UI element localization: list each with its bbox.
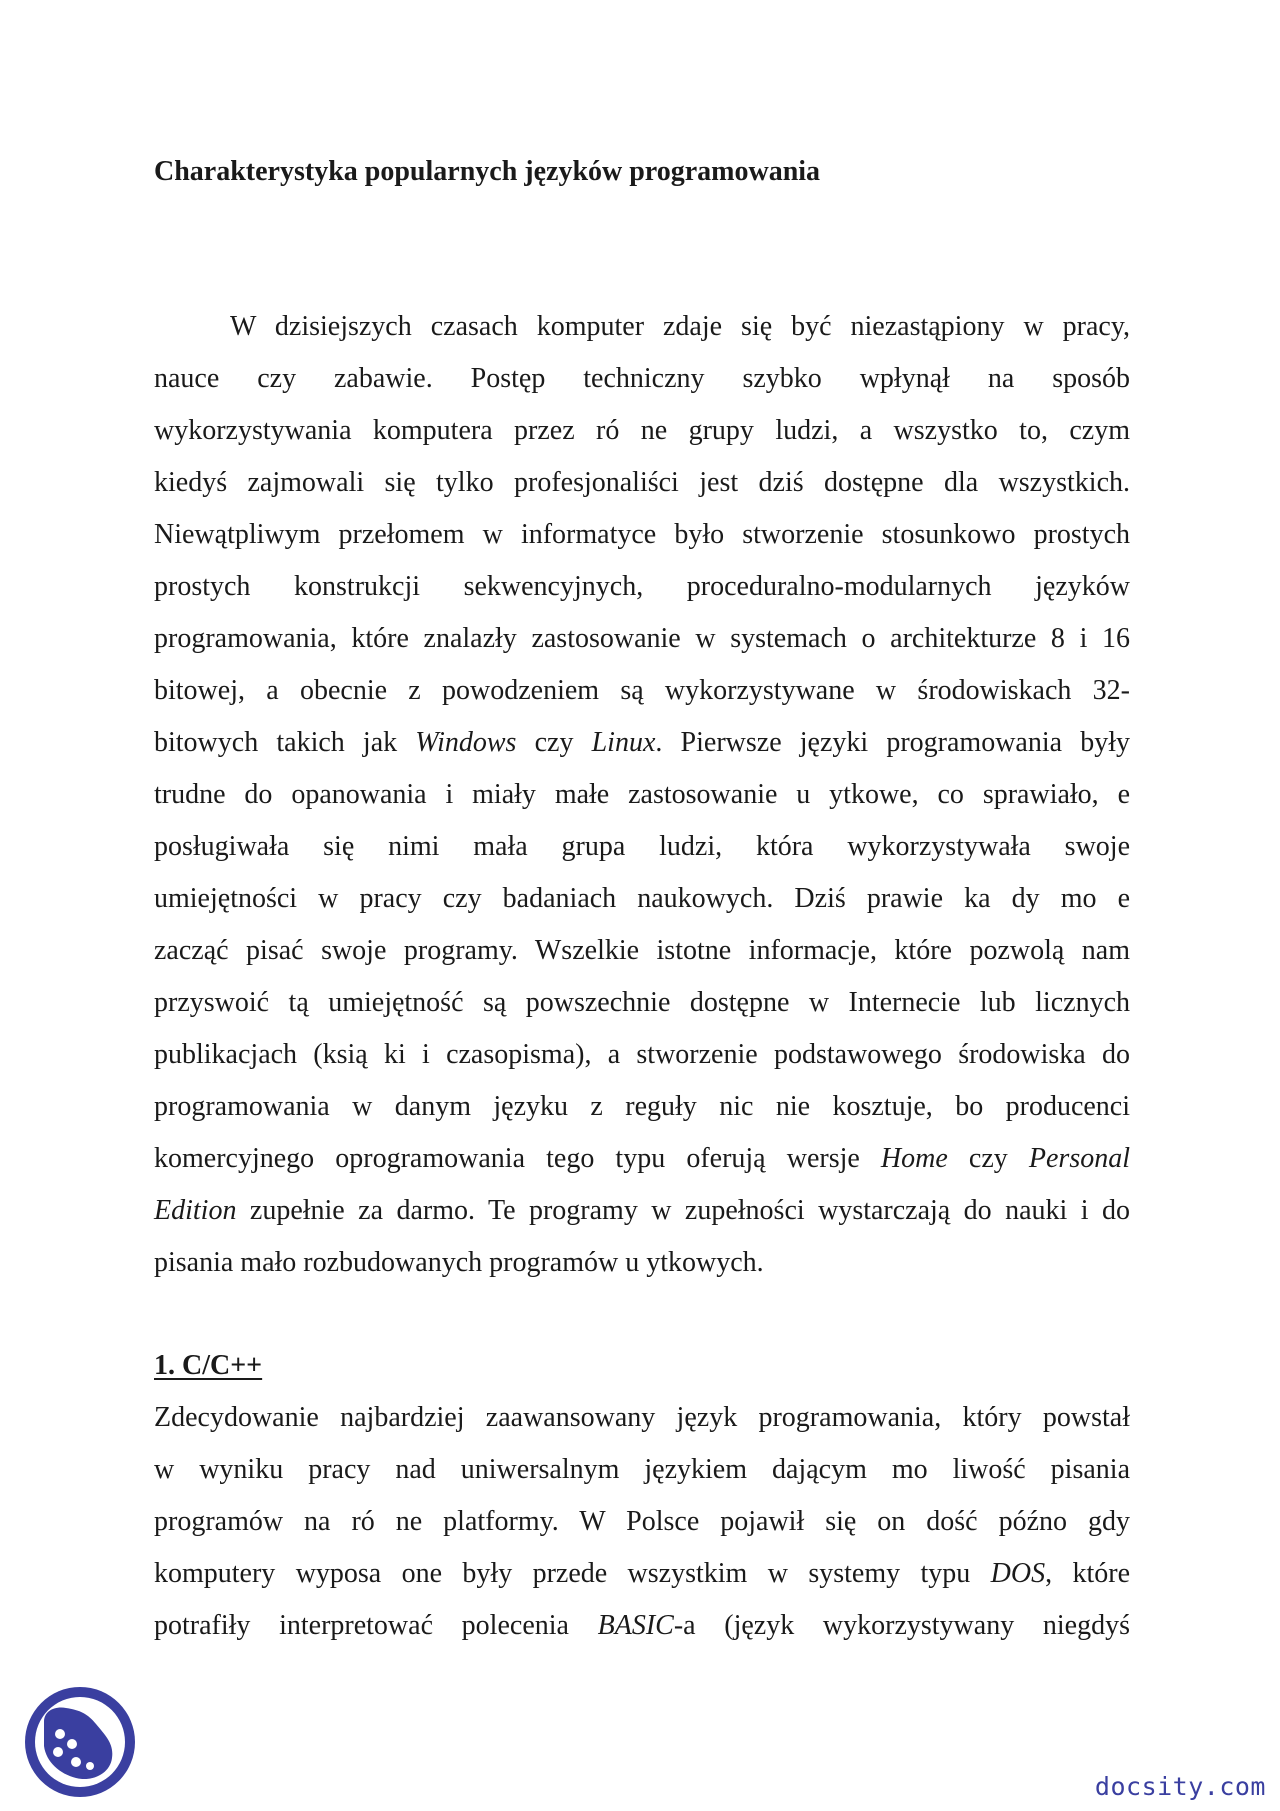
paragraph-line [154,1191,1130,1231]
italic-term-linux: Linux [591,727,656,758]
text-span: potrafiły interpretować polecenia [154,1610,598,1641]
text-span: , które [1045,1558,1131,1589]
italic-term-basic: BASIC [597,1610,674,1641]
paragraph-line [154,1554,1130,1594]
paragraph-line: zacząć pisać swoje programy. Wszelkie istotne informacje, które pozwolą nam [154,935,1130,966]
paragraph-line: bitowej, a obecnie z powodzeniem są wykorzystywane w środowiskach 32- [154,675,1130,706]
text-span: zupełnie za darmo. Te programy w zupełności wystarczają do nauki i do [236,1195,1130,1226]
paragraph-line: prostych konstrukcji sekwencyjnych, proceduralno-modularnych języków [154,571,1130,602]
paragraph-line [154,1139,1130,1179]
docsity-logo-icon[interactable] [22,1684,138,1800]
paragraph-line: Zdecydowanie najbardziej zaawansowany język programowania, który powstał [154,1402,1130,1433]
paragraph-line: Niewątpliwym przełomem w informatyce było stworzenie stosunkowo prostych [154,519,1130,550]
italic-term-edition: Edition [154,1195,237,1226]
paragraph-line: kiedyś zajmowali się tylko profesjonaliści jest dziś dostępne dla wszystkich. [154,467,1130,498]
paragraph-line: w wyniku pracy nad uniwersalnym językiem dającym mo liwość pisania [154,1454,1130,1485]
paragraph-line: umiejętności w pracy czy badaniach naukowych. Dziś prawie ka dy mo e [154,883,1130,914]
paragraph-line: programów na ró ne platformy. W Polsce pojawił się on dość późno gdy [154,1506,1130,1537]
text-span: komercyjnego oprogramowania tego typu oferują wersje [154,1143,881,1174]
italic-term-windows: Windows [415,727,517,758]
paragraph-line: nauce czy zabawie. Postęp techniczny szybko wpłynął na sposób [154,363,1130,394]
paragraph-line: przyswoić tą umiejętność są powszechnie dostępne w Internecie lub licznych [154,987,1130,1018]
paragraph-line: programowania, które znalazły zastosowanie w systemach o architekturze 8 i 16 [154,623,1130,654]
section-heading: 1. C/C++ [154,1350,263,1381]
paragraph-line: pisania mało rozbudowanych programów u ytkowych. [154,1247,764,1278]
paragraph-line: programowania w danym języku z reguły nic nie kosztuje, bo producenci [154,1091,1130,1122]
paragraph-line: posługiwała się nimi mała grupa ludzi, która wykorzystywała swoje [154,831,1130,862]
paragraph-line [154,723,1130,763]
italic-term-dos: DOS [990,1558,1046,1589]
paragraph-line [154,1606,1130,1646]
page-title: Charakterystyka popularnych języków programowania [154,156,821,187]
paragraph-line: W dzisiejszych czasach komputer zdaje się być niezastąpiony w pracy, [230,311,1130,342]
text-span: bitowych takich jak [154,727,416,758]
text-span: czy [516,727,592,758]
text-span: . Pierwsze języki programowania były [655,727,1130,758]
text-span: -a (język wykorzystywany niegdyś [673,1610,1130,1641]
paragraph-line: publikacjach (ksią ki i czasopisma), a stworzenie podstawowego środowiska do [154,1039,1130,1070]
italic-term-personal: Personal [1028,1143,1130,1174]
italic-term-home: Home [880,1143,948,1174]
docsity-logo-graphic [22,1684,138,1800]
text-span: czy [947,1143,1029,1174]
paragraph-line: trudne do opanowania i miały małe zastosowanie u ytkowe, co sprawiało, e [154,779,1130,810]
paragraph-line: wykorzystywania komputera przez ró ne grupy ludzi, a wszystko to, czym [154,415,1130,446]
site-watermark[interactable]: docsity.com [1094,1772,1266,1801]
text-span: komputery wyposa one były przede wszystkim w systemy typu [154,1558,991,1589]
